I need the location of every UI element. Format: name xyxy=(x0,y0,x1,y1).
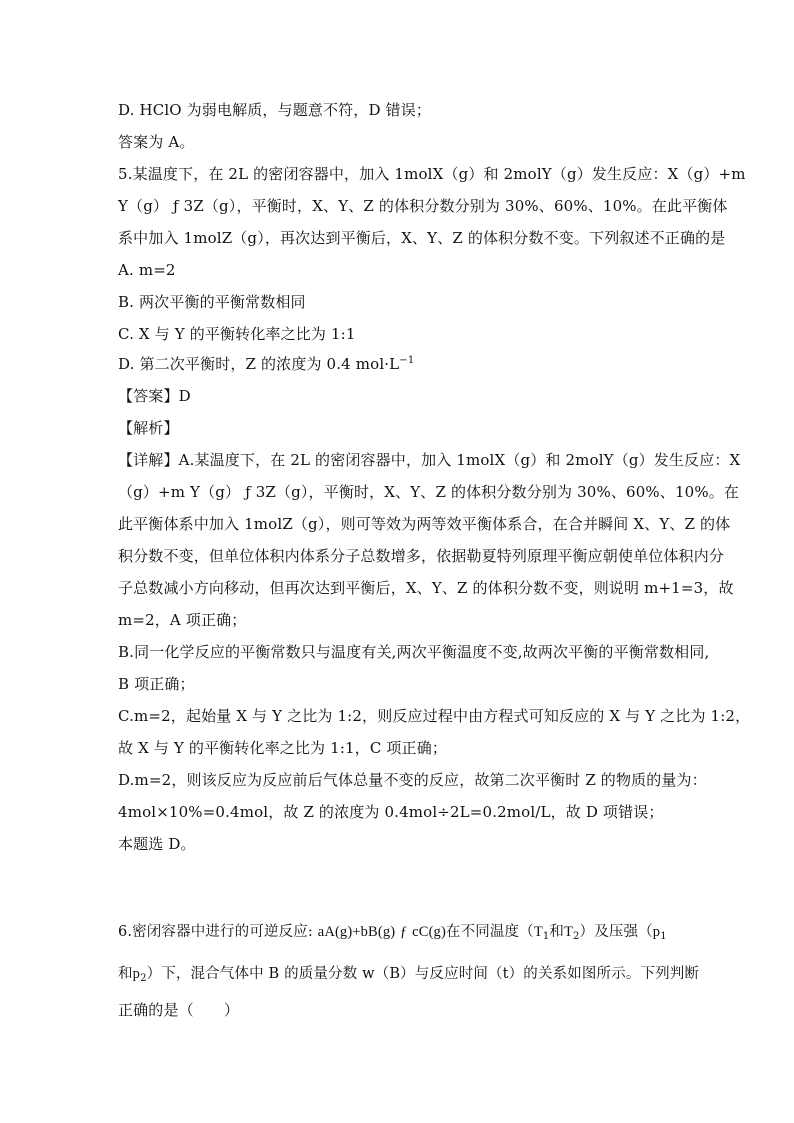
and-word: 和 xyxy=(118,966,133,982)
explanation-line: C.m=2，起始量 X 与 Y 之比为 1:2，则反应过程中由方程式可知反应的 X 与 Y 之比为 1:2， xyxy=(118,707,751,725)
explanation-line: 4mol×10%=0.4mol，故 Z 的浓度为 0.4mol÷2L=0.2mol/L，故 D 项错误； xyxy=(118,803,664,821)
explanation-line: 积分数不变，但单位体积内体系分子总数增多，依据勒夏特列原理平衡应朝使单位体积内分 xyxy=(118,547,725,565)
question-6-mid: 在不同温度（ xyxy=(445,924,534,940)
text-line: D. HClO 为弱电解质，与题意不符，D 错误； xyxy=(118,101,431,119)
explanation-line: 此平衡体系中加入 1molZ（g），则可等效为两等效平衡体系合，在合并瞬间 X、Y、Z 的体 xyxy=(118,515,731,533)
option-c: C. X 与 Y 的平衡转化率之比为 1:1 xyxy=(118,325,356,343)
option-b: B. 两次平衡的平衡常数相同 xyxy=(118,293,306,311)
and-word: 和 xyxy=(549,924,565,940)
answer-label: 【答案】D xyxy=(118,387,191,405)
option-a: A. m=2 xyxy=(118,261,176,279)
explanation-line: B.同一化学反应的平衡常数只与温度有关,两次平衡温度不变,故两次平衡的平衡常数相同, xyxy=(118,643,710,661)
pressure-symbol: p xyxy=(132,966,141,982)
pressure-subscript: 1 xyxy=(660,931,667,942)
temp-subscript: 1 xyxy=(542,931,550,942)
question-6-prefix: 6.密闭容器中进行的可逆反应: xyxy=(118,924,318,940)
explanation-line: B 项正确； xyxy=(118,675,195,693)
analysis-label: 【解析】 xyxy=(118,419,179,437)
reversible-arrow: ƒ xyxy=(399,924,408,940)
question-5-stem: Y（g） ƒ 3Z（g），平衡时，X、Y、Z 的体积分数分别为 30%、60%、10%。在此平衡体 xyxy=(118,197,728,215)
question-6-line-1 xyxy=(118,922,684,942)
question-5-stem: 系中加入 1molZ（g），再次达到平衡后，X、Y、Z 的体积分数不变。下列叙述不正确的是 xyxy=(118,229,726,247)
temp-symbol: T xyxy=(564,924,574,940)
explanation-line: D.m=2，则该反应为反应前后气体总量不变的反应，故第二次平衡时 Z 的物质的量为： xyxy=(118,771,707,789)
question-6-line-2 xyxy=(118,964,700,984)
question-5-stem: 5.某温度下，在 2L 的密闭容器中，加入 1molX（g）和 2molY（g）发生反应：X（g）+m xyxy=(118,165,746,183)
temp-symbol: T xyxy=(533,924,543,940)
temp-subscript: 2 xyxy=(573,931,580,942)
pressure-symbol: p xyxy=(652,924,661,940)
equation-right: cC(g) xyxy=(412,924,446,940)
explanation-line: （g）+m Y（g） ƒ 3Z（g），平衡时，X、Y、Z 的体积分数分别为 30%、60%、10%。在 xyxy=(118,483,740,501)
explanation-line: 子总数减小方向移动，但再次达到平衡后，X、Y、Z 的体积分数不变，则说明 m+1=3，故 xyxy=(118,579,734,597)
text-line: 答案为 A。 xyxy=(118,133,195,151)
pressure-subscript: 2 xyxy=(140,973,147,984)
option-d-text: D. 第二次平衡时，Z 的浓度为 0.4 mol·L xyxy=(118,355,400,373)
question-6-after-t: ）及压强（ xyxy=(579,924,653,940)
explanation-line: 故 X 与 Y 的平衡转化率之比为 1:1，C 项正确； xyxy=(118,739,448,757)
question-6-line-2-rest: ）下，混合气体中 B 的质量分数 w（B）与反应时间（t）的关系如图所示。下列判断 xyxy=(146,966,700,982)
explanation-line: m=2，A 项正确； xyxy=(118,611,247,629)
question-6-line-3: 正确的是（ ） xyxy=(118,1001,240,1019)
exponent: −1 xyxy=(399,355,415,366)
equation-left: aA(g)+bB(g) xyxy=(317,924,396,940)
conclusion-line: 本题选 D。 xyxy=(118,835,196,853)
option-d xyxy=(118,354,684,374)
explanation-line: 【详解】A.某温度下，在 2L 的密闭容器中，加入 1molX（g）和 2molY（g）发生反应：X xyxy=(118,451,741,469)
